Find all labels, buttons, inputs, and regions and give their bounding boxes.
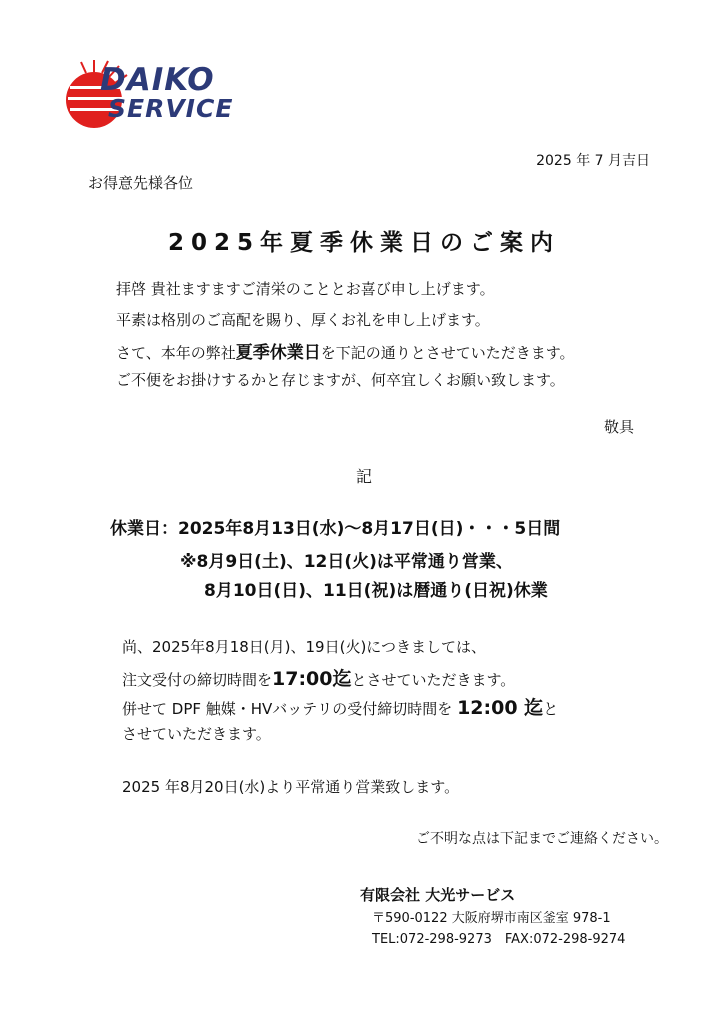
holiday-period: 休業日：2025年8月13日(水)～8月17日(日)・・・5日間 bbox=[110, 519, 561, 539]
summer-holiday-emphasis: 夏季休業日 bbox=[235, 343, 321, 363]
holiday-note-1: ※8月9日(土)、12日(火)は平常通り営業、 bbox=[180, 552, 513, 572]
notice-line-2 bbox=[122, 664, 515, 691]
order-deadline-time: 17:00迄 bbox=[272, 668, 352, 690]
notice-line-4: させていただきます。 bbox=[122, 725, 271, 743]
ki-heading: 記 bbox=[355, 467, 372, 486]
dpf-deadline-time: 12:00 迄 bbox=[457, 697, 544, 719]
body-line-3-pre: さて、本年の弊社 bbox=[116, 344, 236, 362]
page-title: 2025年夏季休業日のご案内 bbox=[167, 230, 560, 256]
company-phone-fax: TEL:072-298-9273 FAX:072-298-9274 bbox=[372, 932, 626, 947]
resume-business-notice: 2025 年8月20日(水)より平常通り営業致します。 bbox=[122, 778, 460, 796]
body-line-3-post: を下記の通りとさせていただきます。 bbox=[320, 344, 575, 362]
notice-line-3-pre: 併せて DPF 触媒・HVバッテリの受付締切時間を bbox=[122, 700, 458, 718]
body-line-2: 平素は格別のご高配を賜り、厚くお礼を申し上げます。 bbox=[116, 311, 490, 329]
company-logo bbox=[64, 58, 236, 134]
closing-salutation: 敬具 bbox=[603, 418, 634, 436]
notice-line-3-post: と bbox=[543, 700, 559, 718]
body-line-4: ご不便をお掛けするかと存じますが、何卒宜しくお願い致します。 bbox=[116, 371, 565, 389]
notice-line-2-pre: 注文受付の締切時間を bbox=[122, 671, 273, 689]
notice-line-1: 尚、2025年8月18日(月)、19日(火)につきましては、 bbox=[122, 638, 487, 656]
contact-prompt: ご不明な点は下記までご連絡ください。 bbox=[416, 831, 668, 847]
logo-word-service: SERVICE bbox=[108, 94, 234, 123]
notice-line-2-post: とさせていただきます。 bbox=[351, 671, 516, 689]
addressee: お得意先様各位 bbox=[88, 174, 194, 192]
document-date: 2025 年 7 月吉日 bbox=[536, 153, 650, 169]
body-line-1: 拝啓 貴社ますますご清栄のこととお喜び申し上げます。 bbox=[116, 280, 495, 298]
logo-word-daiko: DAIKO bbox=[100, 62, 215, 98]
holiday-note-2: 8月10日(日)、11日(祝)は暦通り(日祝)休業 bbox=[204, 581, 548, 601]
company-address: 〒590-0122 大阪府堺市南区釜室 978-1 bbox=[372, 911, 611, 926]
company-name: 有限会社 大光サービス bbox=[360, 886, 516, 904]
notice-line-3 bbox=[122, 693, 558, 720]
body-line-3 bbox=[116, 338, 575, 363]
